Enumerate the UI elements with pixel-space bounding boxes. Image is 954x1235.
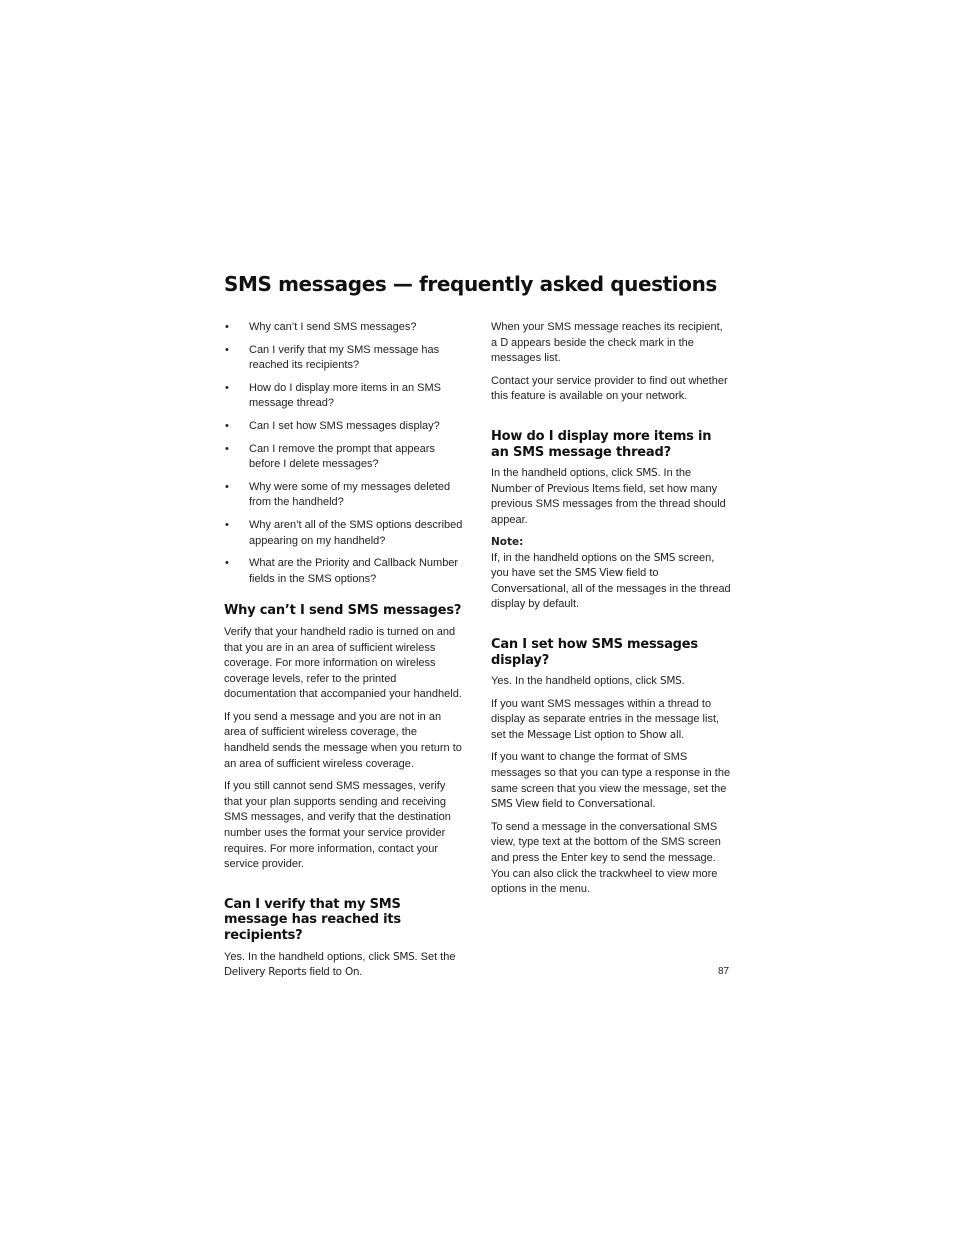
bullet-icon: •: [225, 518, 229, 531]
paragraph: Contact your service provider to find out whether this feature is available on your network.: [491, 374, 728, 403]
bullet-icon: •: [225, 343, 229, 356]
bullet-icon: •: [225, 480, 229, 493]
ui-term: On: [344, 966, 360, 979]
ui-term: Conversational: [491, 582, 566, 595]
section-heading-thread: How do I display more items in an SMS message thread?: [491, 428, 712, 460]
faq-list: [224, 320, 464, 587]
ui-term: Show all: [639, 728, 682, 741]
ui-term: Message List: [527, 728, 592, 741]
note-label: Note:: [491, 535, 524, 548]
paragraph: Yes. In the handheld options, click SMS.: [491, 675, 685, 688]
paragraph: If you want SMS messages within a thread to display as separate entries in the message list, set the Message List option to Show all.: [491, 697, 720, 741]
faq-list-item: • How do I display more items in an SMS message thread?: [225, 381, 441, 410]
left-column: [224, 320, 464, 988]
ui-term: SMS: [393, 950, 415, 963]
ui-term: SMS: [660, 675, 682, 688]
paragraph: Verify that your handheld radio is turned on and that you are in an area of sufficient wireless coverage. For more information on wireless coverage levels, refer to the printed documentation that accompanied your handheld.: [224, 625, 462, 701]
paragraph: If you want to change the format of SMS messages so that you can type a response in the same screen that you view the message, set the SMS View field to Conversational.: [491, 751, 731, 811]
bullet-icon: •: [225, 557, 229, 570]
section-heading-display: Can I set how SMS messages display?: [491, 636, 698, 668]
bullet-icon: •: [225, 442, 229, 455]
bullet-icon: •: [225, 419, 229, 432]
ui-term: SMS View: [491, 798, 540, 811]
faq-list-item: • Why aren’t all of the SMS options described appearing on my handheld?: [225, 518, 463, 547]
paragraph: In the handheld options, click SMS. In the Number of Previous Items field, set how many previous SMS messages from the thread should appear.: [491, 467, 726, 526]
faq-list-item: • Can I remove the prompt that appears before I delete messages?: [225, 442, 435, 471]
section-heading-send: Why can’t I send SMS messages?: [224, 603, 462, 619]
ui-term: SMS: [653, 551, 676, 564]
bullet-icon: •: [225, 381, 229, 394]
right-column: [491, 320, 731, 905]
page-number: 87: [718, 966, 730, 977]
faq-list-item: • Can I verify that my SMS message has reached its recipients?: [225, 343, 440, 372]
ui-term: Conversational: [577, 798, 653, 811]
note-paragraph: If, in the handheld options on the SMS screen, you have set the SMS View field to Conversational, all of the messages in the thread display by default.: [491, 551, 731, 611]
faq-list-item: • Why can’t I send SMS messages?: [224, 320, 464, 336]
faq-list-item: • Can I set how SMS messages display?: [224, 419, 464, 435]
faq-list-item: • What are the Priority and Callback Number fields in the SMS options?: [225, 557, 459, 585]
page-title: SMS messages — frequently asked questions: [224, 272, 717, 296]
bullet-icon: •: [225, 321, 229, 333]
ui-term: Number of Previous Items: [491, 482, 620, 495]
ui-term: Delivery Reports: [224, 966, 307, 979]
ui-term: SMS View: [574, 567, 624, 580]
ui-term: Enter: [560, 852, 588, 865]
paragraph: If you still cannot send SMS messages, verify that your plan supports sending and receiving SMS messages, and verify that the destination number uses the format your service provider requires. For more information, contact your service provider.: [224, 780, 451, 871]
paragraph: Yes. In the handheld options, click SMS. Set the Delivery Reports field to On.: [224, 950, 456, 979]
faq-list-item: • Why were some of my messages deleted from the handheld?: [225, 480, 451, 509]
ui-term: SMS: [635, 467, 658, 480]
section-heading-verify: Can I verify that my SMS message has reached its recipients?: [224, 896, 401, 943]
paragraph: To send a message in the conversational SMS view, type text at the bottom of the SMS screen and press the Enter key to send the message. You can also click the trackwheel to view more options in the menu.: [491, 820, 721, 896]
ui-term: D: [500, 336, 508, 349]
paragraph: If you send a message and you are not in an area of sufficient wireless coverage, the handheld sends the message when you return to an area of sufficient wireless coverage.: [224, 710, 462, 770]
paragraph: When your SMS message reaches its recipient, a D appears beside the check mark in the messages list.: [491, 321, 723, 365]
